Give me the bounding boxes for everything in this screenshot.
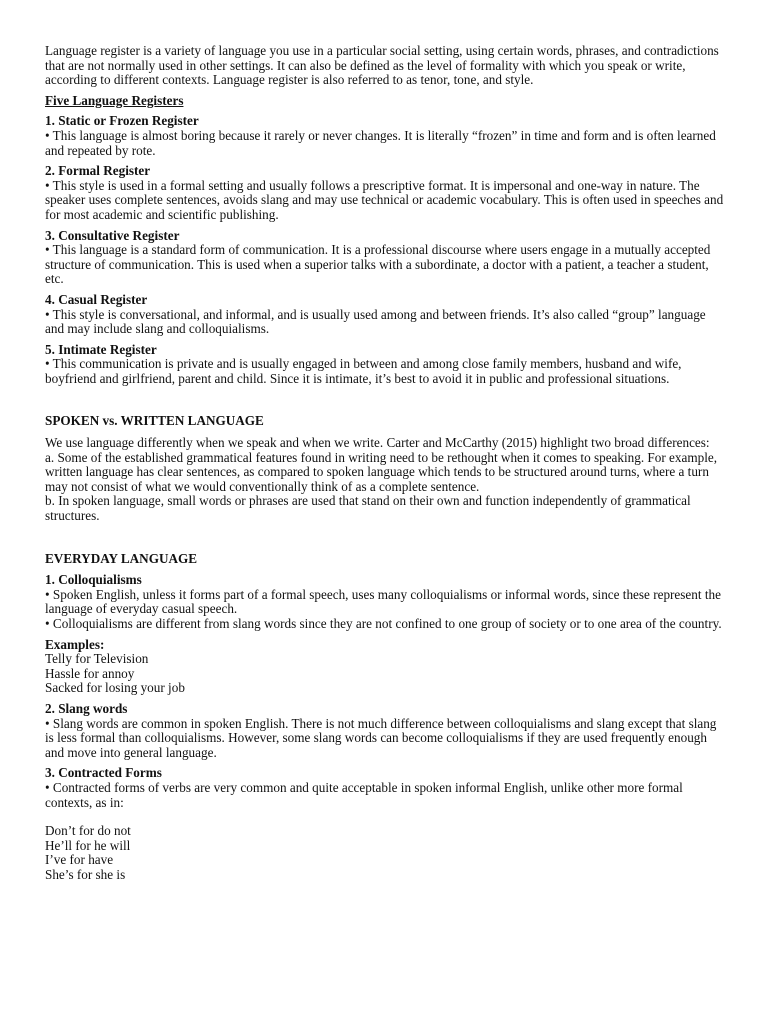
contracted-item: Don’t for do not bbox=[45, 823, 131, 839]
register-text: • This style is conversational, and informal, and is usually used among and between friends. It’s also called “group” language and may include slang and colloquialisms. bbox=[45, 306, 706, 337]
register-item bbox=[45, 343, 725, 387]
register-text: • This language is a standard form of communication. It is a professional discourse where users engage in a mutually accepted structure of communication. This is used when a superior talks with a subordinate, a doctor with a patient, a teacher a student, etc. bbox=[45, 242, 711, 287]
examples-section bbox=[45, 638, 725, 696]
contracted-section bbox=[45, 766, 725, 882]
spoken-intro: We use language differently when we speak and when we write. Carter and McCarthy (2015) highlight two broad differences: bbox=[45, 435, 710, 451]
examples-title: Examples: bbox=[45, 636, 105, 652]
register-item bbox=[45, 293, 725, 337]
spoken-point-b: b. In spoken language, small words or phrases are used that stand on their own and function independently of grammatical structures. bbox=[45, 493, 691, 524]
example-item: Telly for Television bbox=[45, 651, 149, 667]
registers-heading: Five Language Registers bbox=[45, 92, 184, 108]
slang-title: 2. Slang words bbox=[45, 700, 128, 716]
register-item bbox=[45, 229, 725, 287]
register-text: • This language is almost boring because it rarely or never changes. It is literally “frozen” in time and form and is often learned and repeated by rote. bbox=[45, 127, 716, 158]
spacer bbox=[45, 810, 725, 824]
example-item: Hassle for annoy bbox=[45, 665, 135, 681]
register-title: 1. Static or Frozen Register bbox=[45, 113, 199, 129]
contracted-item: I’ve for have bbox=[45, 852, 114, 868]
example-item: Sacked for losing your job bbox=[45, 680, 185, 696]
register-title: 4. Casual Register bbox=[45, 291, 148, 307]
spoken-written-heading: SPOKEN vs. WRITTEN LANGUAGE bbox=[45, 413, 264, 429]
colloquialisms-bullet: • Colloquialisms are different from slang words since they are not confined to one group of society or to one area of the country. bbox=[45, 616, 722, 631]
register-title: 5. Intimate Register bbox=[45, 341, 157, 357]
slang-section bbox=[45, 702, 725, 760]
register-text: • This communication is private and is usually engaged in between and among close family members, husband and wife, boyfriend and girlfriend, parent and child. Since it is intimate, it’s best to avoid it in public and professional situations. bbox=[45, 356, 682, 386]
spoken-point-a: a. Some of the established grammatical features found in writing need to be rethought when it comes to speaking. For example, written language has clear sentences, as compared to spoken language which tends to be structured around turns, where a turn may not consist of what we would conventionally think of as a complete sentence. bbox=[45, 449, 718, 494]
contracted-item: He’ll for he will bbox=[45, 837, 131, 853]
register-item bbox=[45, 114, 725, 158]
contracted-text: • Contracted forms of verbs are very common and quite acceptable in spoken informal English, unlike other more formal contexts, as in: bbox=[45, 779, 683, 810]
document-page bbox=[45, 44, 725, 889]
register-title: 2. Formal Register bbox=[45, 163, 151, 179]
contracted-item: She’s for she is bbox=[45, 866, 126, 882]
register-title: 3. Consultative Register bbox=[45, 227, 180, 243]
register-item bbox=[45, 164, 725, 222]
everyday-heading: EVERYDAY LANGUAGE bbox=[45, 550, 198, 566]
intro-paragraph: Language register is a variety of language you use in a particular social setting, using certain words, phrases, and contradictions that are not normally used in other settings. It can also be defined as the level of formality with which you speak or write, according to different contexts. Language register is also referred to as tenor, tone, and style. bbox=[45, 43, 719, 88]
contracted-title: 3. Contracted Forms bbox=[45, 765, 162, 781]
colloquialisms-title: 1. Colloquialisms bbox=[45, 572, 142, 588]
colloquialisms-section bbox=[45, 573, 725, 631]
colloquialisms-bullet: • Spoken English, unless it forms part of a formal speech, uses many colloquialisms or informal words, since these represent the language of everyday casual speech. bbox=[45, 586, 721, 617]
register-text: • This style is used in a formal setting and usually follows a prescriptive format. It is impersonal and one-way in nature. The speaker uses complete sentences, avoids slang and may use technical or academic vocabulary. This is often used in speeches and for most academic and scientific publishing. bbox=[45, 177, 724, 222]
slang-text: • Slang words are common in spoken English. There is not much difference between colloquialisms and slang except that slang is less formal than colloquialisms. However, some slang words can become colloquialisms if they are used frequently enough and move into general language. bbox=[45, 715, 717, 760]
